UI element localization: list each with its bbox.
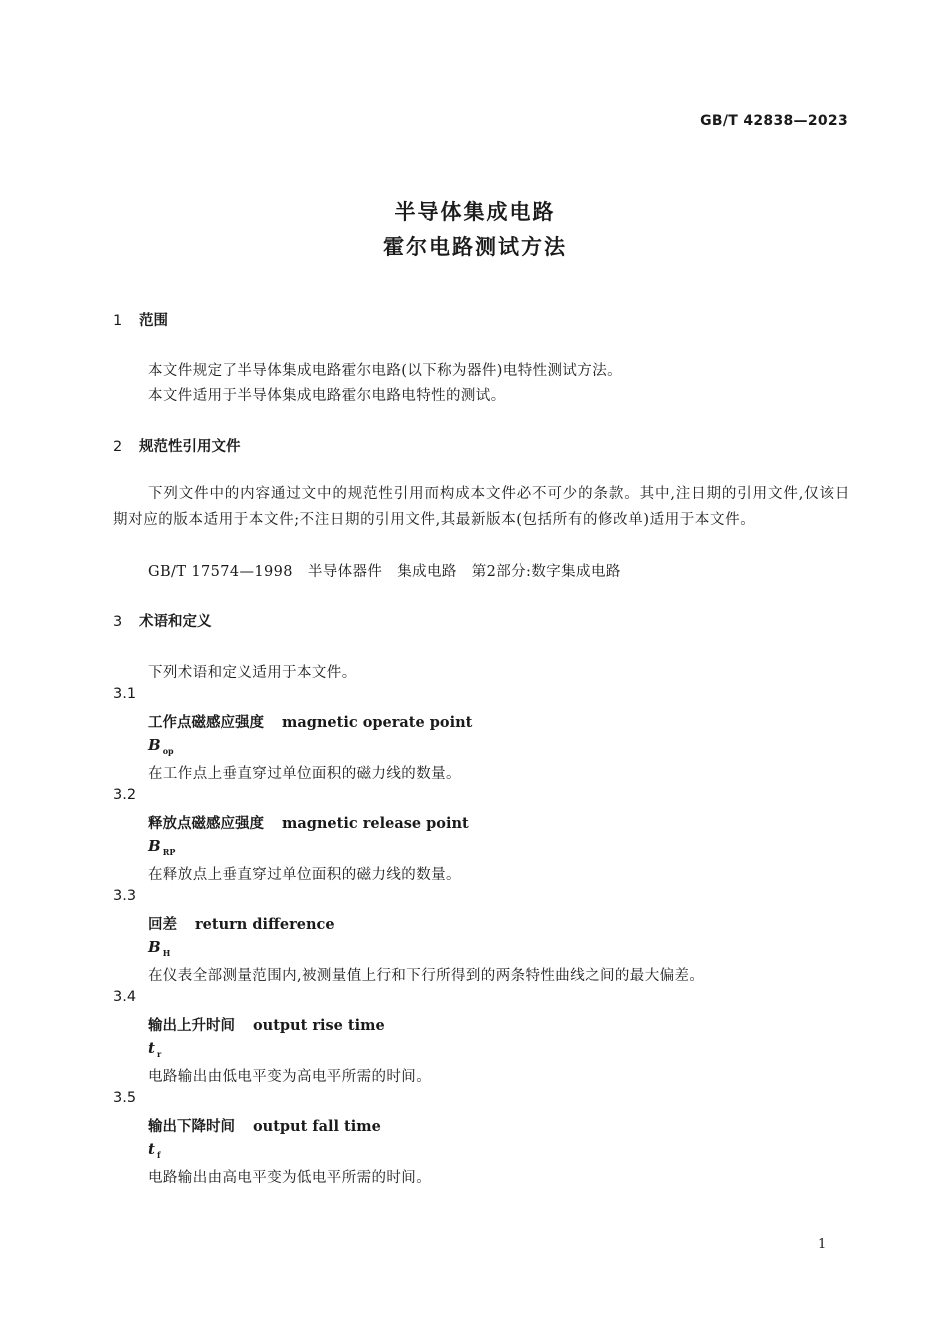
term-zh: 输出下降时间: [148, 1119, 235, 1135]
term-definition: 在工作点上垂直穿过单位面积的磁力线的数量。: [148, 766, 461, 782]
paragraph: 本文件适用于半导体集成电路霍尔电路电特性的测试。: [148, 388, 506, 404]
term-en: output rise time: [253, 1017, 385, 1034]
section-1-heading: [113, 309, 168, 330]
term-name: [148, 1014, 385, 1035]
symbol-subscript: f: [156, 1150, 161, 1160]
term-symbol: [148, 1039, 161, 1059]
term-name: [148, 812, 469, 833]
term-definition: 电路输出由高电平变为低电平所需的时间。: [148, 1170, 432, 1186]
paragraph: 下列文件中的内容通过文中的规范性引用而构成本文件必不可少的条款。其中,注日期的引用文件,仅该日期对应的版本适用于本文件;不注日期的引用文件,其最新版本(包括所有的修改单)适用于本文件。: [113, 486, 850, 528]
term-number: 3.4: [113, 989, 137, 1005]
term-en: return difference: [195, 916, 335, 933]
section-3-heading: [113, 610, 212, 631]
symbol-subscript: RP: [162, 847, 176, 857]
section-2-heading: [113, 435, 241, 456]
document-title-line2: 霍尔电路测试方法: [383, 235, 567, 259]
term-name: [148, 711, 472, 732]
symbol-base: B: [148, 837, 161, 855]
section-number: 1: [113, 313, 123, 329]
symbol-base: B: [148, 938, 161, 956]
term-number: 3.1: [113, 686, 137, 702]
section-title: 范围: [139, 313, 168, 329]
section-number: 3: [113, 614, 123, 630]
symbol-base: t: [148, 1140, 155, 1158]
term-definition: 在释放点上垂直穿过单位面积的磁力线的数量。: [148, 867, 461, 883]
section-title: 术语和定义: [139, 614, 212, 630]
term-symbol: [148, 938, 170, 958]
symbol-subscript: op: [162, 746, 174, 756]
page-number: 1: [818, 1237, 827, 1252]
paragraph: 本文件规定了半导体集成电路霍尔电路(以下称为器件)电特性测试方法。: [148, 363, 623, 379]
term-zh: 释放点磁感应强度: [148, 816, 264, 832]
term-definition: 在仪表全部测量范围内,被测量值上行和下行所得到的两条特性曲线之间的最大偏差。: [148, 968, 705, 984]
term-symbol: [148, 736, 174, 756]
term-symbol: [148, 837, 175, 857]
symbol-subscript: r: [156, 1049, 162, 1059]
term-number: 3.2: [113, 787, 137, 803]
section-number: 2: [113, 439, 123, 455]
symbol-base: t: [148, 1039, 155, 1057]
term-zh: 工作点磁感应强度: [148, 715, 264, 731]
document-title-line1: 半导体集成电路: [394, 200, 556, 224]
term-name: [148, 913, 335, 934]
term-en: magnetic release point: [282, 815, 469, 832]
section-title: 规范性引用文件: [139, 439, 241, 455]
symbol-base: B: [148, 736, 161, 754]
term-name: [148, 1115, 381, 1136]
standard-code: GB/T 42838—2023: [700, 113, 848, 129]
term-zh: 回差: [148, 917, 177, 933]
term-en: output fall time: [253, 1118, 381, 1135]
term-zh: 输出上升时间: [148, 1018, 235, 1034]
term-number: 3.3: [113, 888, 137, 904]
term-definition: 电路输出由低电平变为高电平所需的时间。: [148, 1069, 432, 1085]
term-en: magnetic operate point: [282, 714, 473, 731]
paragraph: 下列术语和定义适用于本文件。: [148, 665, 357, 681]
term-number: 3.5: [113, 1090, 137, 1106]
symbol-subscript: H: [162, 948, 171, 958]
term-symbol: [148, 1140, 160, 1160]
normative-reference: GB/T 17574—1998 半导体器件 集成电路 第2部分:数字集成电路: [148, 564, 621, 580]
